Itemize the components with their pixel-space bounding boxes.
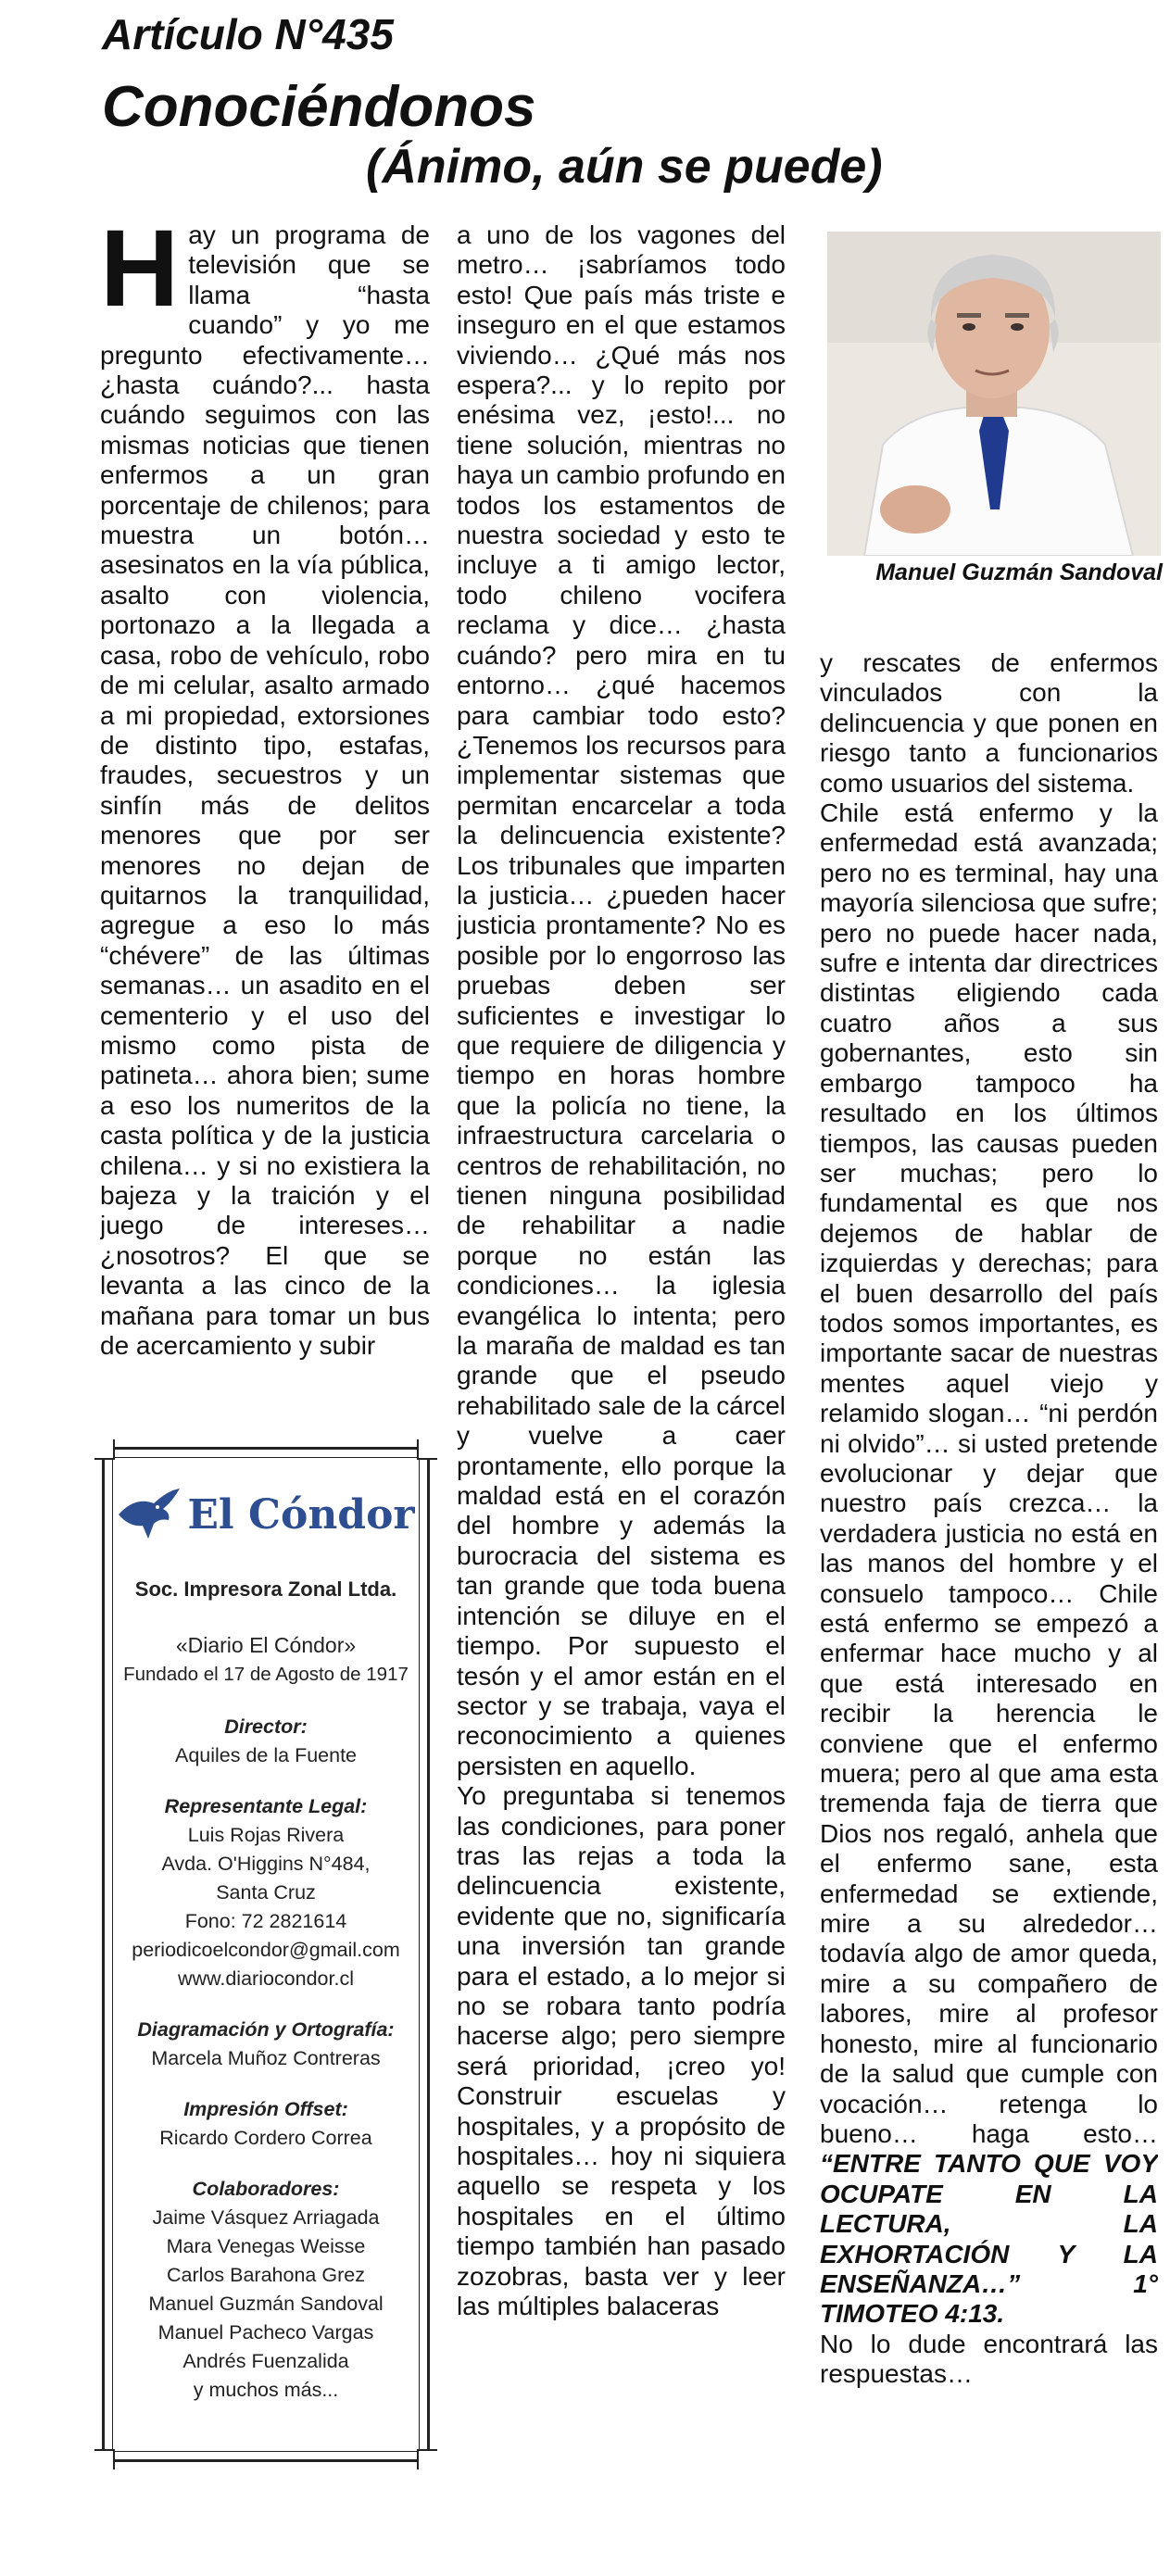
article-paragraph: a uno de los vagones del metro… ¡sabríamos todo esto! Que país más triste e inseguro en el que estamos viviendo… ¿Qué más nos espera?... y lo repito por enésima vez, ¡esto!... no tiene solución, mientras no haya un cambio profundo en todos los estamentos de nuestra sociedad y esto te incluye a ti amigo lector, todo chileno vocifera reclama y dice… ¿hasta cuándo? pero mira en tu entorno… ¿qué hacemos para cambiar todo esto? ¿Tenemos los recursos para implementar sistemas que permitan encarcelar a toda la delincuencia existente? Los tribunales que imparten la justicia… ¿pueden hacer justicia prontamente? No es posible por lo engorroso las pruebas deben ser suficientes e investigar lo que requiere de diligencia y tiempo en horas hombre que la policía no tiene, la infraestructura carcelaria o centros de rehabilitación, no tienen ninguna posibilidad de rehabilitar a nadie porque no están las condiciones… la iglesia evangélica lo intenta; pero la maraña de maldad es tan grande que el pseudo rehabilitado sale de la cárcel y vuelve a caer prontamente, ello porque la maldad está en el corazón del hombre y además la burocracia del sistema es tan grande que toda buena intención se diluye en el tiempo. Por supuesto el tesón y el amor están en el sector y se trabaja, vaya el reconocimiento a quienes persisten en aquello. (457, 220, 786, 1780)
layout-block (114, 2016, 418, 2073)
print-name: Ricardo Cordero Correa (159, 2127, 372, 2149)
article-text: ay un programa de televisión que se llama “hasta cuando” y yo me pregunto efectivamente… ¿hasta cuándo?... hasta cuándo seguimos con las mismas noticias que tienen enfermos a un gran porcentaje de chilenos; para muestra un botón… asesinatos en la vía pública, asalto con violencia, portonazo a la llegada a casa, robo de vehículo, robo de mi celular, asalto armado a mi propiedad, extorsiones de distinto tipo, estafas, fraudes, secuestros y un sinfín más de delitos menores que por ser menores no dejan de quitarnos la tranquilidad, agregue a eso lo más “chévere” de las últimas semanas… un asadito en el cementerio y el uso del mismo como pista de patineta… ahora bien; sume a eso los numeritos de la casta política y de la justicia chilena… y si no existiera la bajeza y la traición y el juego de intereses… ¿nosotros? El que se levanta a las cinco de la mañana para tomar un bus de acercamiento y subir (100, 220, 430, 1361)
article-paragraph (820, 798, 1158, 2330)
layout-name: Marcela Muñoz Contreras (151, 2047, 381, 2069)
collaborator: Andrés Fuenzalida (182, 2350, 349, 2372)
article-number: Artículo N°435 (102, 10, 394, 58)
condor-icon (117, 1487, 182, 1542)
email-link[interactable]: periodicoelcondor@gmail.com (132, 1939, 400, 1961)
article-paragraph (100, 220, 430, 1361)
article-text: Chile está enfermo y la enfermedad está avanzada; pero no es terminal, hay una mayoría silenciosa que sufre; pero no puede hacer nada, sufre e intenta dar directrices distintas eligiendo cada cuatro años a sus gobernantes, esto sin embargo tampoco ha resultado en los últimos tiempos, las causas pueden ser muchas; pero lo fundamental es que nos dejemos de hablar de izquierdas y derechas; para el buen desarrollo del país todos somos importantes, es importante sacar de nuestras mentes aquel viejo y relamido slogan… “ni perdón ni olvido”… si usted pretende evolucionar y dejar que nuestro país crezca… la verdadera justicia no está en las manos del hombre y el consuelo tampoco… Chile está enfermo se empezó a enfermar hace mucho y al que está interesado en recibir la herencia le conviene que el enfermo muera; pero al que ama esta tremenda faja de tierra que Dios nos regaló, anhela que el enfermo sane, esta enfermedad se extiende, mire a su alrededor… todavía algo de amor queda, mire a su compañero de labores, mire al profesor honesto, mire al funcionario de la salud que cumple con vocación… retenga lo bueno… haga esto… (820, 798, 1158, 2148)
collaborator: Manuel Pacheco Vargas (157, 2321, 374, 2344)
article-paragraph: y rescates de enfermos vinculados con la delincuencia y que ponen en riesgo tanto a funcionarios como usuarios del sistema. (820, 648, 1158, 798)
director-name: Aquiles de la Fuente (174, 1744, 358, 1766)
article-column-1 (100, 220, 430, 1388)
drop-cap: H (100, 220, 180, 330)
masthead-credits (114, 1575, 418, 2405)
legal-label: Representante Legal: (164, 1795, 368, 1817)
article-paragraph: Yo preguntaba si tenemos las condiciones, para poner tras las rejas a toda la delincuencia existente, evidente que no, significaría una inversión tan grande para el estado, a lo mejor si no se robara tanto podría hacerse algo; pero siempre será prioridad, ¡creo yo! Construir escuelas y hospitales, y a propósito de hospitales… hoy ni siquiera aquello se respeta y los hospitales en el último tiempo también han pasado zozobras, basta ver y leer las múltiples balaceras (457, 1781, 786, 2321)
legal-block (114, 1792, 418, 1993)
author-caption: Manuel Guzmán Sandoval (875, 559, 1163, 585)
author-portrait-image (827, 232, 1161, 556)
logo-text: El Cóndor (187, 1490, 415, 1539)
collaborators-label: Colaboradores: (192, 2178, 340, 2200)
collaborator: y muchos más... (193, 2379, 339, 2401)
phone: Fono: 72 2821614 (184, 1910, 347, 1932)
masthead-box (102, 1447, 430, 2462)
article-column-3 (820, 648, 1158, 2575)
address-line-1: Avda. O'Higgins N°484, (161, 1853, 371, 1875)
print-label: Impresión Offset: (183, 2098, 348, 2120)
newspaper-name: «Diario El Cóndor» (175, 1633, 357, 1657)
layout-label: Diagramación y Ortografía: (137, 2018, 395, 2041)
founded-date: Fundado el 17 de Agosto de 1917 (123, 1664, 409, 1685)
website-link[interactable]: www.diariocondor.cl (177, 1967, 354, 1990)
director-block (114, 1713, 418, 1770)
collaborator: Manuel Guzmán Sandoval (148, 2293, 384, 2315)
author-photo (827, 232, 1161, 556)
collaborator: Jaime Vásquez Arriagada (152, 2206, 380, 2229)
director-label: Director: (224, 1715, 308, 1738)
collaborators-block (114, 2175, 418, 2405)
article-title: Conociéndonos (102, 75, 536, 139)
article-paragraph: No lo dude encontrará las respuestas… (820, 2329, 1158, 2389)
article-subtitle: (Ánimo, aún se puede) (366, 140, 883, 194)
newspaper-logo (105, 1477, 427, 1552)
publisher-company: Soc. Impresora Zonal Ltda. (134, 1577, 397, 1601)
print-block (114, 2095, 418, 2153)
bible-quote: “ENTRE TANTO QUE VOY OCUPATE EN LA LECTURA, LA EXHORTACIÓN Y LA ENSEÑANZA…” 1° TIMOTEO 4:13. (820, 2149, 1158, 2329)
collaborator: Carlos Barahona Grez (167, 2264, 365, 2286)
article-column-2 (457, 220, 786, 2573)
collaborator: Mara Venegas Weisse (166, 2235, 366, 2257)
legal-name: Luis Rojas Rivera (187, 1824, 345, 1846)
address-line-2: Santa Cruz (216, 1881, 316, 1904)
